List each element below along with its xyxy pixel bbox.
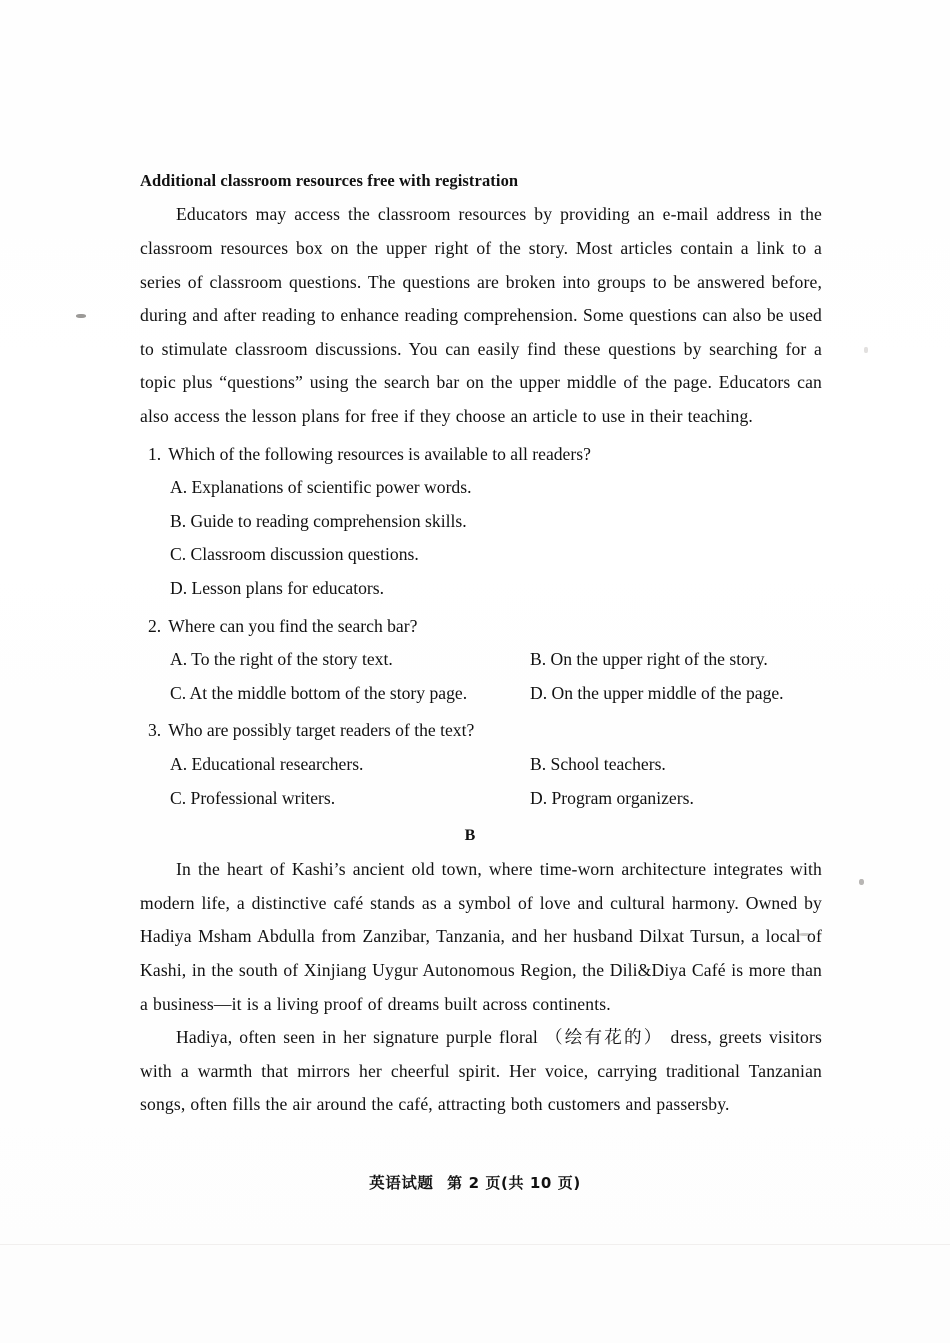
question-text: Which of the following resources is available to all readers? (168, 443, 591, 464)
question-stem (148, 610, 822, 644)
question-text: Where can you find the search bar? (168, 615, 418, 636)
section-letter-b: B (464, 827, 476, 845)
passage-heading: Additional classroom resources free with registration (140, 171, 519, 190)
option-c[interactable]: C. Professional writers. (170, 787, 336, 808)
scan-speck (76, 314, 86, 318)
scan-artifact-line (0, 1244, 950, 1245)
question-block (140, 714, 822, 815)
question-text: Who are possibly target readers of the text? (168, 720, 475, 741)
passage-b-paragraph-2: Hadiya, often seen in her signature purple floral （绘有花的） dress, greets visitors with a warmth that mirrors her cheerful spirit. Her voice, carrying traditional Tanzanian songs, often fills the air around the café, attracting both customers and passersby. (140, 1027, 822, 1115)
question-block (140, 610, 822, 711)
option-list (140, 748, 822, 815)
question-stem (148, 714, 822, 748)
option-d[interactable]: D. On the upper middle of the page. (530, 682, 784, 703)
option-d[interactable]: D. Lesson plans for educators. (170, 577, 385, 598)
option-a[interactable]: A. Explanations of scientific power words. (170, 477, 472, 498)
passage-a-paragraph: Educators may access the classroom resources by providing an e-mail address in the classroom resources box on the upper right of the story. Most articles contain a link to a series of classroom questions. The questions are broken into groups to be answered before, during and after reading to enhance reading comprehension. Some questions can also be used to stimulate classroom discussions. You can easily find these questions by searching for a topic plus “questions” using the search bar on the upper middle of the page. Educators can also access the lesson plans for free if they choose an article to use in their teaching. (140, 204, 822, 426)
option-a[interactable]: A. To the right of the story text. (170, 649, 393, 670)
passage-b-paragraph-1: In the heart of Kashi’s ancient old town, where time-worn architecture integrates with modern life, a distinctive café stands as a symbol of love and cultural harmony. Owned by Hadiya Msham Abdulla from Zanzibar, Tanzania, and her husband Dilxat Tursun, a local of Kashi, in the south of Xinjiang Uygur Autonomous Region, the Dili&Diya Café is more than a business—it is a living proof of dreams built across continents. (140, 859, 822, 1014)
option-b[interactable]: B. On the upper right of the story. (530, 649, 768, 670)
footer-page-number: 第 2 页(共 10 页) (447, 1174, 581, 1192)
scan-speck (864, 347, 868, 353)
question-number: 1. (148, 443, 162, 464)
option-d[interactable]: D. Program organizers. (530, 787, 694, 808)
option-b[interactable]: B. School teachers. (530, 753, 666, 774)
option-list (140, 643, 822, 710)
question-number: 3. (148, 720, 162, 741)
option-b[interactable]: B. Guide to reading comprehension skills. (170, 510, 467, 531)
page-content (140, 170, 822, 1122)
footer-subject: 英语试题 (369, 1174, 434, 1192)
page-footer (0, 1171, 950, 1193)
question-block (140, 438, 822, 606)
option-c[interactable]: C. Classroom discussion questions. (170, 544, 419, 565)
scan-speck (859, 879, 864, 885)
question-number: 2. (148, 615, 162, 636)
option-a[interactable]: A. Educational researchers. (170, 753, 364, 774)
question-stem (148, 438, 822, 472)
option-c[interactable]: C. At the middle bottom of the story page. (170, 682, 468, 703)
option-list (140, 471, 822, 605)
